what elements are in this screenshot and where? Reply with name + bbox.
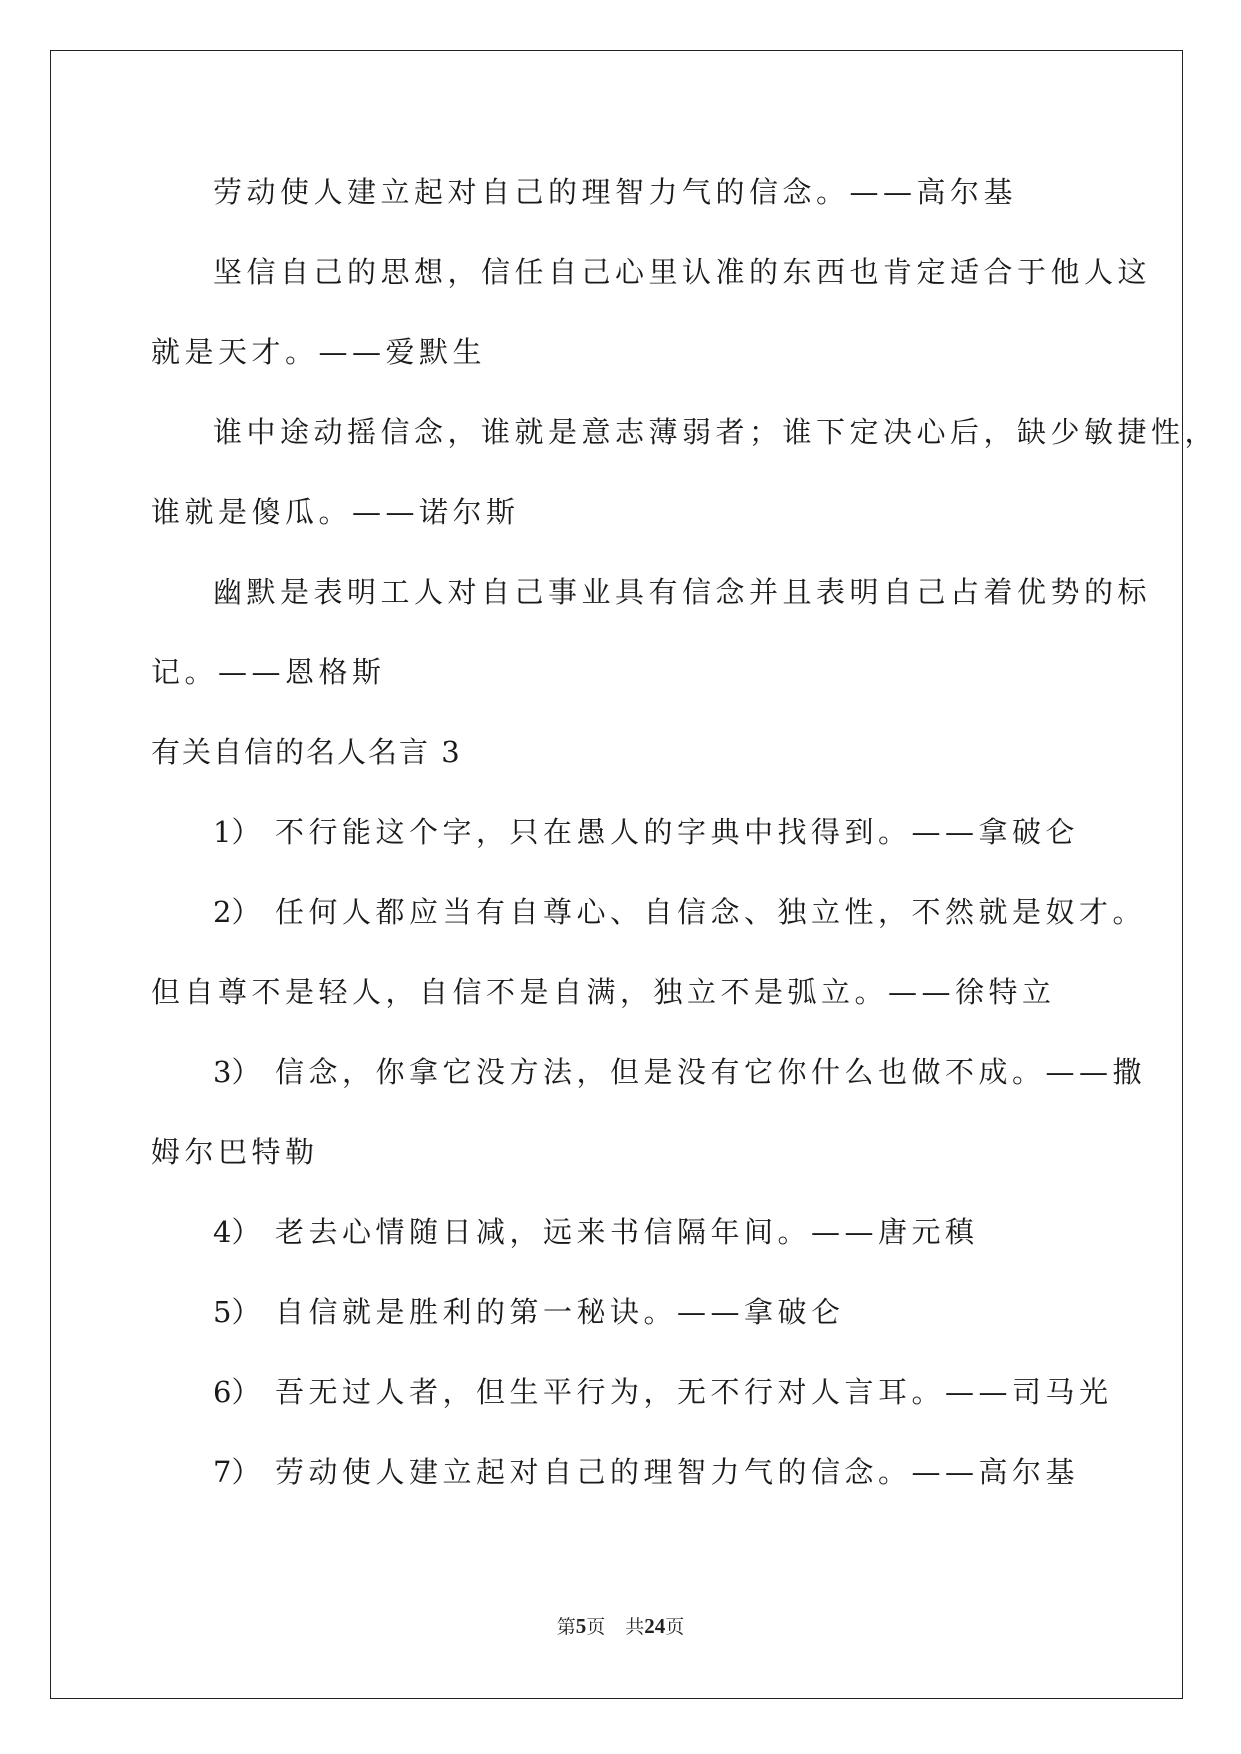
quote-number: 4） — [213, 1215, 261, 1249]
quote-text: 自信就是胜利的第一秘诀。——拿破仑 — [275, 1295, 845, 1329]
numbered-quote — [213, 1292, 845, 1332]
quote-number: 2） — [213, 895, 261, 929]
page-number: 5 — [575, 1614, 587, 1638]
quote-line: 幽默是表明工人对自己事业具有信念并且表明自己占着优势的标 — [213, 575, 1152, 609]
quote-line: 谁中途动摇信念，谁就是意志薄弱者；谁下定决心后，缺少敏捷性， — [213, 415, 1219, 449]
quote-number: 3） — [213, 1055, 261, 1089]
total-prefix: 共 — [625, 1616, 645, 1638]
quote-line: 谁就是傻瓜。——诺尔斯 — [151, 495, 520, 529]
numbered-quote — [213, 1452, 1079, 1492]
quote-line: 记。——恩格斯 — [151, 655, 386, 689]
total-pages: 24 — [644, 1614, 666, 1638]
quote-text: 信念，你拿它没方法，但是没有它你什么也做不成。——撒 — [275, 1055, 1147, 1089]
quote-number: 6） — [213, 1375, 261, 1409]
page-prefix: 第 — [556, 1616, 576, 1638]
quote-line: 劳动使人建立起对自己的理智力气的信念。——高尔基 — [213, 175, 1018, 209]
numbered-quote — [213, 1372, 1113, 1412]
quote-number: 7） — [213, 1455, 261, 1489]
quote-line: 坚信自己的思想，信任自己心里认准的东西也肯定适合于他人这 — [213, 255, 1152, 289]
section-heading: 有关自信的名人名言 3 — [151, 735, 462, 769]
numbered-quote — [213, 892, 1146, 932]
numbered-quote — [213, 1212, 979, 1252]
quote-line: 就是天才。——爱默生 — [151, 335, 487, 369]
quote-continuation: 但自尊不是轻人，自信不是自满，独立不是弧立。——徐特立 — [151, 975, 1056, 1009]
numbered-quote — [213, 1052, 1146, 1092]
quote-text: 任何人都应当有自尊心、自信念、独立性，不然就是奴才。 — [275, 895, 1147, 929]
quote-number: 5） — [213, 1295, 261, 1329]
quote-continuation: 姆尔巴特勒 — [151, 1135, 319, 1169]
total-unit: 页 — [665, 1616, 685, 1638]
quote-number: 1） — [213, 815, 261, 849]
page-unit: 页 — [586, 1616, 606, 1638]
page-footer — [0, 1614, 1241, 1639]
quote-text: 吾无过人者，但生平行为，无不行对人言耳。——司马光 — [275, 1375, 1113, 1409]
quote-text: 劳动使人建立起对自己的理智力气的信念。——高尔基 — [275, 1455, 1080, 1489]
quote-text: 老去心情随日减，远来书信隔年间。——唐元稹 — [275, 1215, 979, 1249]
numbered-quote — [213, 812, 1079, 852]
quote-text: 不行能这个字，只在愚人的字典中找得到。——拿破仑 — [275, 815, 1080, 849]
